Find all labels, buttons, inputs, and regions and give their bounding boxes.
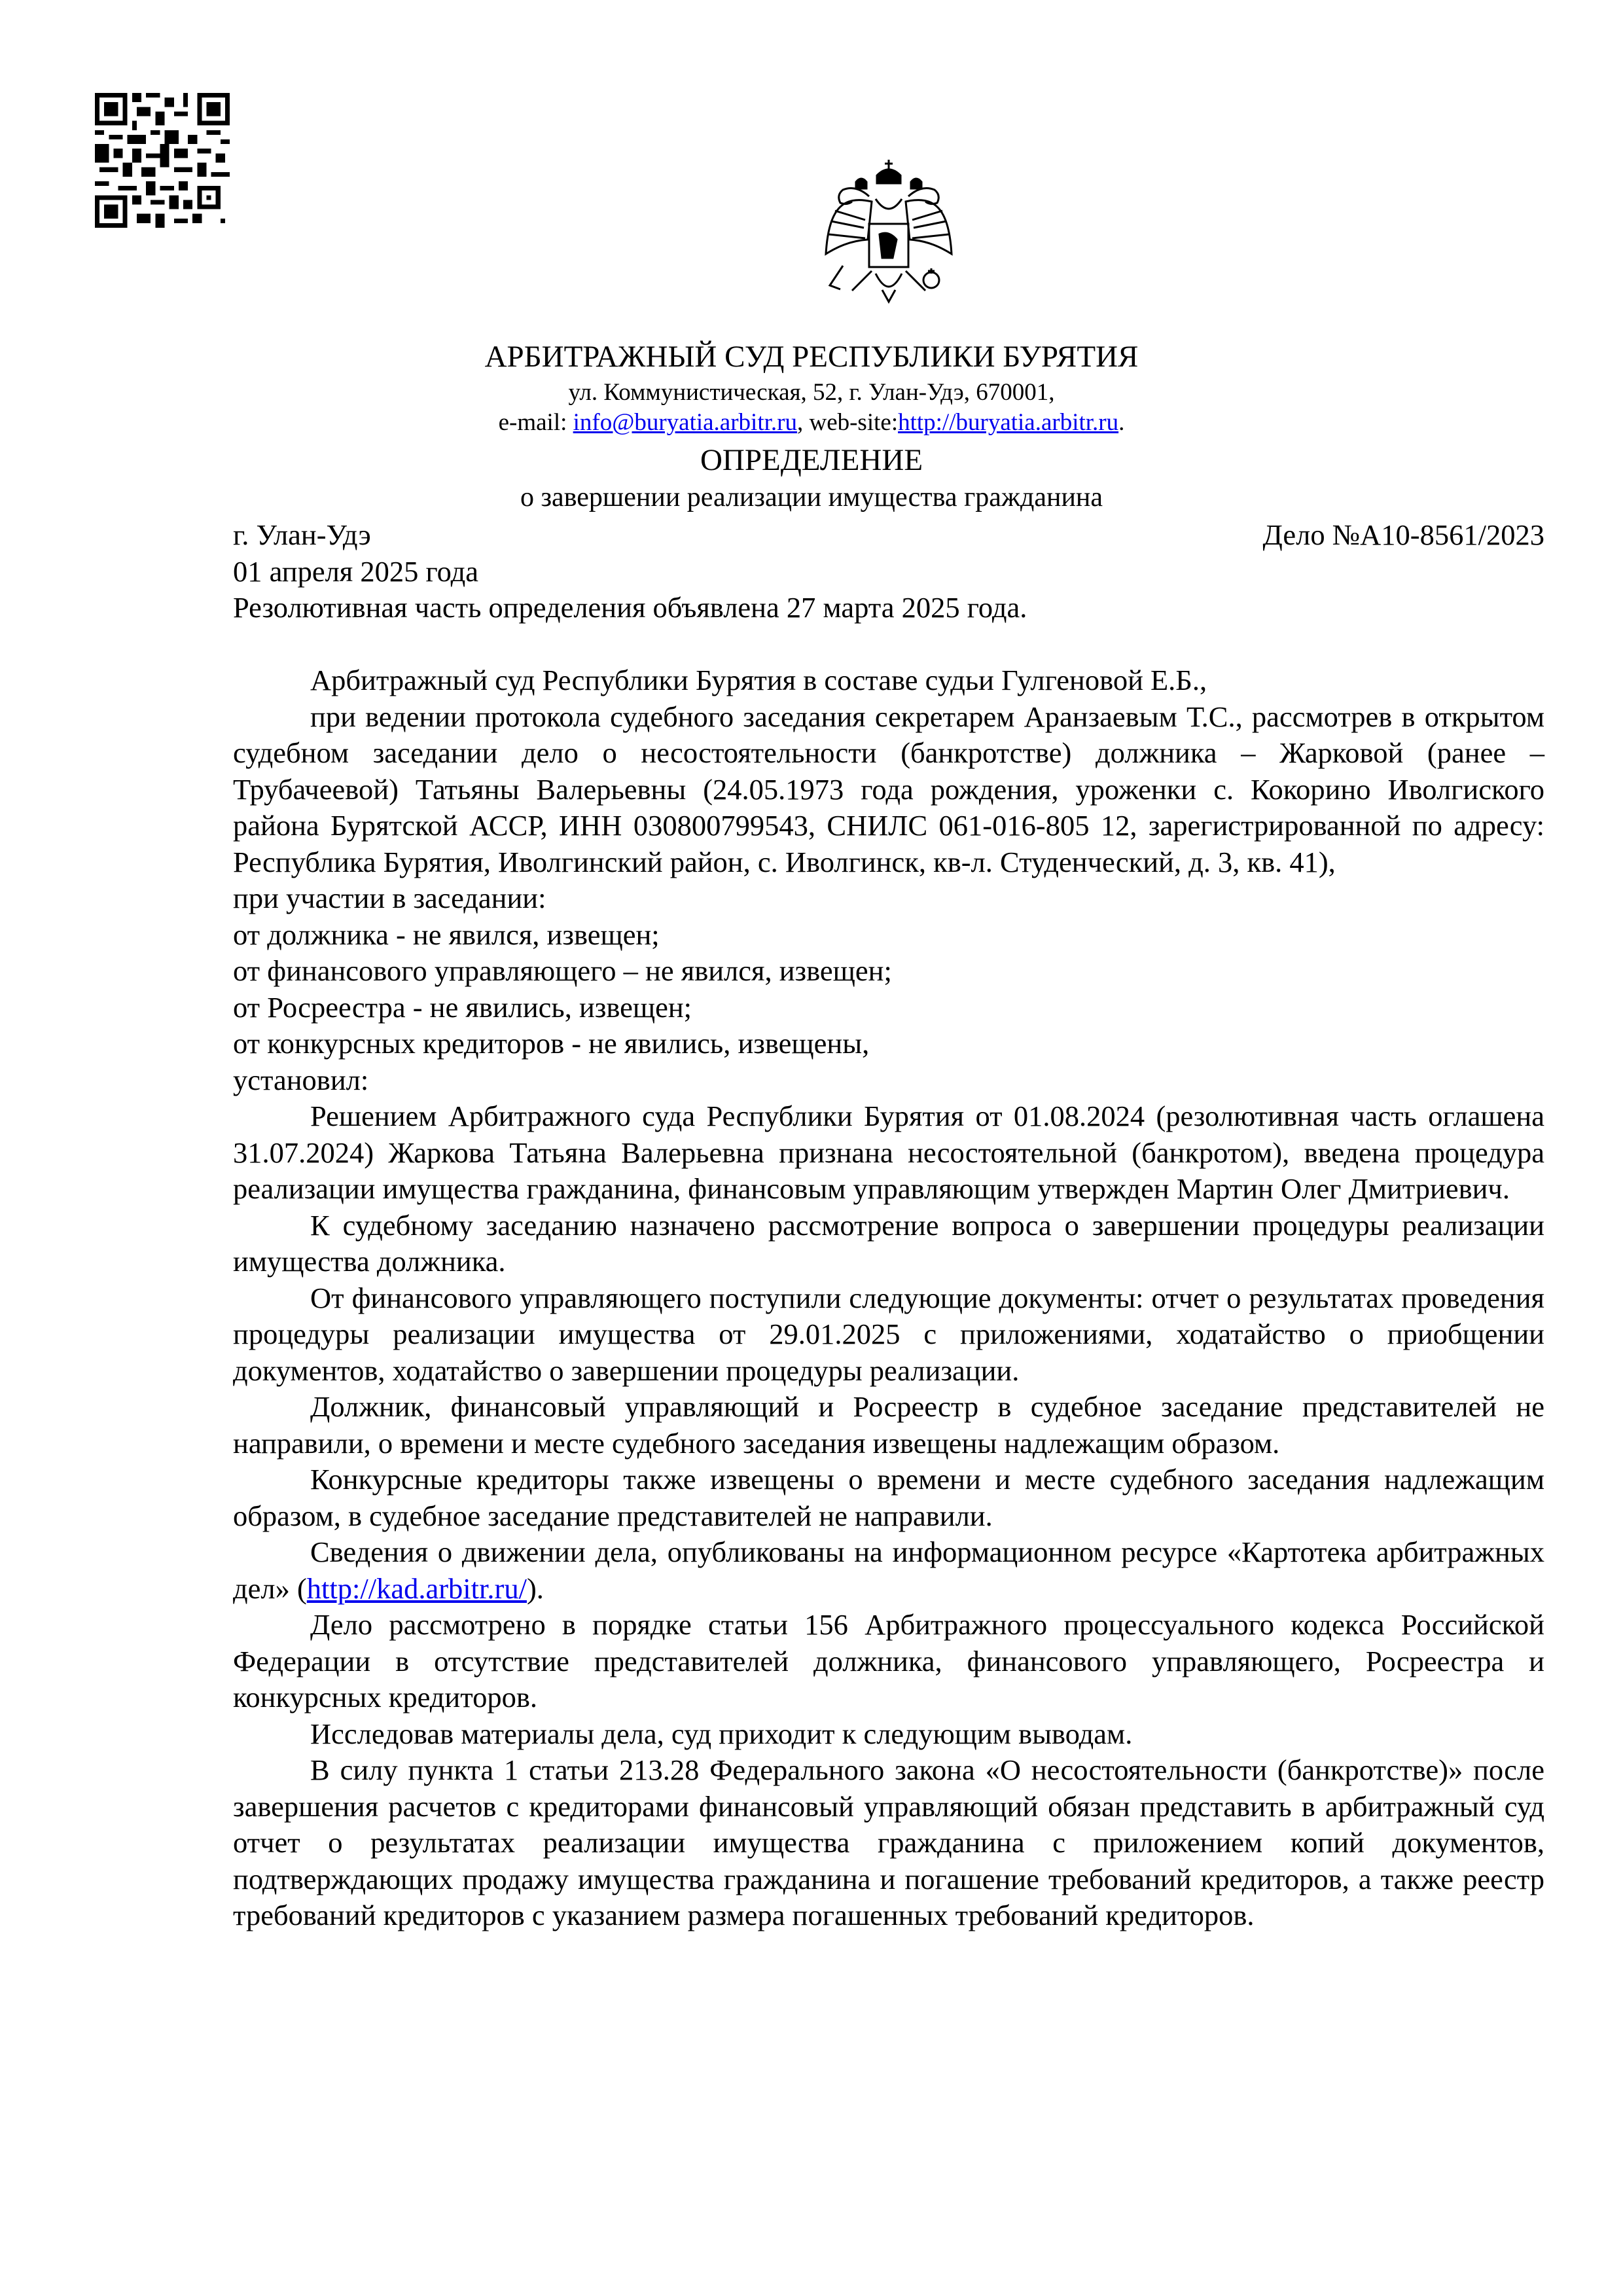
qr-code-icon — [95, 93, 230, 228]
participation-heading: при участии в заседании: — [233, 882, 546, 914]
established-heading: установил: — [233, 1063, 369, 1096]
spacer — [233, 626, 1544, 663]
proceedings-paragraph: при ведении протокола судебного заседания секретарем Аранзаевым Т.С., рассмотрев в открытом судебном заседании дело о несостоятельности (банкротстве) должника – Жарковой (ранее – Трубачеевой) Татьяны Валерьевны (24.05.1973 года рождения, уроженки с. Кокорино Иволгиского района Бурятской АССР, ИНН 030800799543, СНИЛС 061-016-805 12, зарегистрированной по адресу: Республика Бурятия, Иволгинский район, с. Иволгинск, кв-л. Студенческий, д. 3, кв. 41), — [233, 700, 1544, 878]
participant-item: от конкурсных кредиторов - не явились, извещены, — [233, 1027, 870, 1060]
participant-item: от финансового управляющего – не явился, извещен; — [233, 954, 892, 987]
document-date: 01 апреля 2025 года — [233, 554, 479, 588]
participant-item: от Росреестра - не явились, извещен; — [233, 990, 692, 1024]
paragraph-conclusions: Исследовав материалы дела, суд приходит к следующим выводам. — [310, 1717, 1133, 1750]
email-link[interactable]: info@buryatia.arbitr.ru — [573, 409, 797, 436]
kad-link[interactable]: http://kad.arbitr.ru/ — [306, 1571, 527, 1605]
paragraph-hearing: К судебному заседанию назначено рассмотрение вопроса о завершении процедуры реализации имущества должника. — [233, 1208, 1544, 1278]
paragraph-law: В силу пункта 1 статьи 213.28 Федерального закона «О несостоятельности (банкротстве)» после завершения расчетов с кредиторами финансовый управляющий обязан представить в арбитражный суд отчет о результатах реализации имущества гражданина с приложением копий документов, подтверждающих продажу имущества гражданина и погашение требований кредиторов, а также реестр требований кредиторов с указанием размера погашенных требований кредиторов. — [233, 1753, 1544, 1931]
website-label: , web-site: — [796, 409, 899, 436]
court-contacts — [0, 408, 1623, 437]
email-label: e-mail: — [498, 409, 573, 436]
court-name: АРБИТРАЖНЫЙ СУД РЕСПУБЛИКИ БУРЯТИЯ — [484, 340, 1139, 374]
paragraph-decision: Решением Арбитражного суда Республики Бурятия от 01.08.2024 (резолютивная часть оглашена 31.07.2024) Жаркова Татьяна Валерьевна признана несостоятельной (банкротом), введена процедура реализации имущества гражданина, финансовым управляющим утвержден Мартин Олег Дмитриевич. — [233, 1100, 1544, 1205]
document-body — [233, 517, 1544, 1934]
document-subtitle: о завершении реализации имущества гражданина — [520, 482, 1103, 512]
case-number: Дело №А10-8561/2023 — [1262, 518, 1544, 551]
website-suffix: . — [1118, 409, 1125, 436]
publication-text: Сведения о движении дела, опубликованы на информационном ресурсе «Картотека арбитражных дел» ( — [233, 1535, 1544, 1605]
operative-part-note: Резолютивная часть определения объявлена 27 марта 2025 года. — [233, 591, 1027, 624]
website-link[interactable]: http://buryatia.arbitr.ru — [898, 409, 1119, 436]
paragraph-procedure: Дело рассмотрено в порядке статьи 156 Арбитражного процессуального кодекса Российской Федерации в отсутствие представителей должника, финансового управляющего, Росреестра и конкурсных кредиторов. — [233, 1608, 1544, 1713]
document-type: ОПРЕДЕЛЕНИЕ — [700, 443, 923, 477]
court-composition: Арбитражный суд Республики Бурятия в составе судьи Гулгеновой Е.Б., — [310, 664, 1207, 696]
paragraph-creditors: Конкурсные кредиторы также извещены о времени и месте судебного заседания надлежащим образом, в судебное заседание представителей не направили. — [233, 1463, 1544, 1532]
publication-suffix: ). — [526, 1571, 544, 1605]
paragraph-publication — [233, 1534, 1544, 1607]
coat-of-arms-icon — [817, 156, 961, 306]
city-case-row — [233, 517, 1544, 554]
paragraph-absence: Должник, финансовый управляющий и Росреестр в судебное заседание представителей не направили, о времени и месте судебного заседания извещены надлежащим образом. — [233, 1390, 1544, 1460]
city: г. Улан-Удэ — [233, 518, 371, 551]
court-address: ул. Коммунистическая, 52, г. Улан-Удэ, 670001, — [568, 379, 1055, 406]
participant-item: от должника - не явился, извещен; — [233, 918, 660, 951]
paragraph-documents: От финансового управляющего поступили следующие документы: отчет о результатах проведения процедуры реализации имущества от 29.01.2025 с приложениями, ходатайство о приобщении документов, ходатайство о завершении процедуры реализации. — [233, 1281, 1544, 1387]
